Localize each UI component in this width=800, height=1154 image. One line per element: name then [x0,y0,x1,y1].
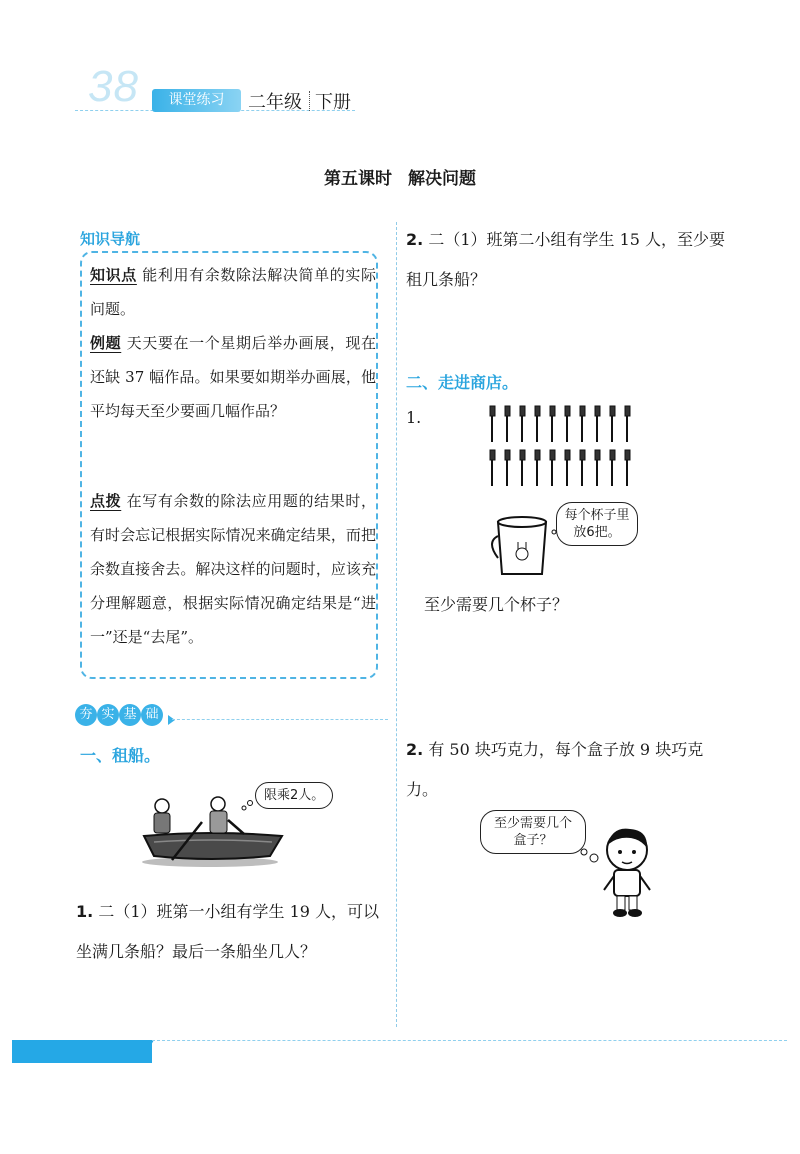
toothbrush-head-icon [505,450,510,460]
question-number: 1. [76,902,94,921]
section-store-title: 二、走进商店。 [406,373,519,392]
boy-shirt [614,870,640,896]
knowledge-point-label: 知识点 [90,266,137,284]
lesson-name: 解决问题 [408,169,476,189]
toothbrush-head-icon [595,450,600,460]
footer-bar [12,1040,152,1063]
book-volume: 下册 [315,92,351,113]
tip [90,484,376,654]
question-2-1-text: 至少需要几个杯子？ [424,595,569,614]
boat-speech-bubble: 限乘2人。 [255,782,333,809]
thought-dot [581,849,587,855]
banner-char: 实 [97,704,119,726]
thought-dot [590,854,598,862]
person-head [155,799,169,813]
toothbrush-head-icon [520,406,525,416]
toothbrush-head-icon [610,406,615,416]
grade-label: 二年级 [248,92,302,113]
boat-hull [144,833,282,859]
toothbrush-head-icon [535,450,540,460]
lesson-number: 第五课时 [324,169,392,189]
question-number: 2. [406,230,424,249]
toothbrush-head-icon [565,406,570,416]
question-2-2 [406,730,726,810]
toothbrush-head-icon [580,406,585,416]
lesson-title [0,164,800,189]
question-text: 二（1）班第一小组有学生 19 人，可以坐满几条船？最后一条船坐几人？ [76,902,380,961]
banner-char: 基 [119,704,141,726]
toothbrush-head-icon [550,406,555,416]
cup-icon [492,517,546,574]
example-label: 例题 [90,334,122,352]
person-body [210,811,227,833]
question-text: 二（1）班第二小组有学生 15 人，至少要租几条船？ [406,230,726,289]
question-number: 2. [406,740,424,759]
question-1-1 [76,892,392,972]
knowledge-title: 知识导航 [80,230,141,248]
column-divider [396,222,397,1027]
cup-speech-bubble: 每个杯子里放6把。 [556,502,638,546]
toothbrush-head-icon [580,450,585,460]
example [90,326,376,428]
toothbrush-head-icon [595,406,600,416]
banner-line [172,719,388,720]
toothbrush-head-icon [520,450,525,460]
thought-dot [248,801,253,806]
oar [228,820,244,834]
toothbrush-illustration [484,402,644,580]
question-1-2 [406,220,726,300]
banner-char: 础 [141,704,163,726]
question-2-1-number: 1. [406,408,422,427]
boy-speech-bubble: 至少需要几个盒子？ [480,810,586,854]
toothbrush-head-icon [610,450,615,460]
foundation-banner [75,703,163,726]
grade-separator [309,91,310,111]
toothbrush-head-icon [505,406,510,416]
toothbrush-head-icon [565,450,570,460]
person-body [154,813,170,833]
section-rent-boat-title: 一、租船。 [80,746,161,765]
example-text: 天天要在一个星期后举办画展，现在还缺 37 幅作品。如果要如期举办画展，他平均每天至少要画几幅作品？ [90,334,376,420]
toothbrush-head-icon [625,450,630,460]
banner-char: 夯 [75,704,97,726]
thought-dot [242,806,246,810]
section-tag: 课堂练习 [152,89,241,112]
toothbrush-head-icon [625,406,630,416]
person-head [211,797,225,811]
footer-line [152,1040,787,1041]
boy-illustration [572,820,662,920]
toothbrush-head-icon [490,450,495,460]
tip-text: 在写有余数的除法应用题的结果时，有时会忘记根据实际情况来确定结果，而把余数直接舍去。解决这样的问题时，应该充分理解题意，根据实际情况确定结果是“进一”还是“去尾”。 [90,492,376,646]
toothbrush-head-icon [535,406,540,416]
question-text: 有 50 块巧克力，每个盒子放 9 块巧克力。 [406,740,704,799]
footer-bar-tip [140,1040,154,1063]
knowledge-point-text: 能利用有余数除法解决简单的实际问题。 [90,266,376,318]
banner-arrow [168,715,175,725]
page-number: 38 [88,62,139,111]
toothbrush-head-icon [490,406,495,416]
knowledge-point [90,258,376,326]
toothbrush-head-icon [550,450,555,460]
toothbrush-rows [490,406,630,486]
tip-label: 点拨 [90,492,122,510]
